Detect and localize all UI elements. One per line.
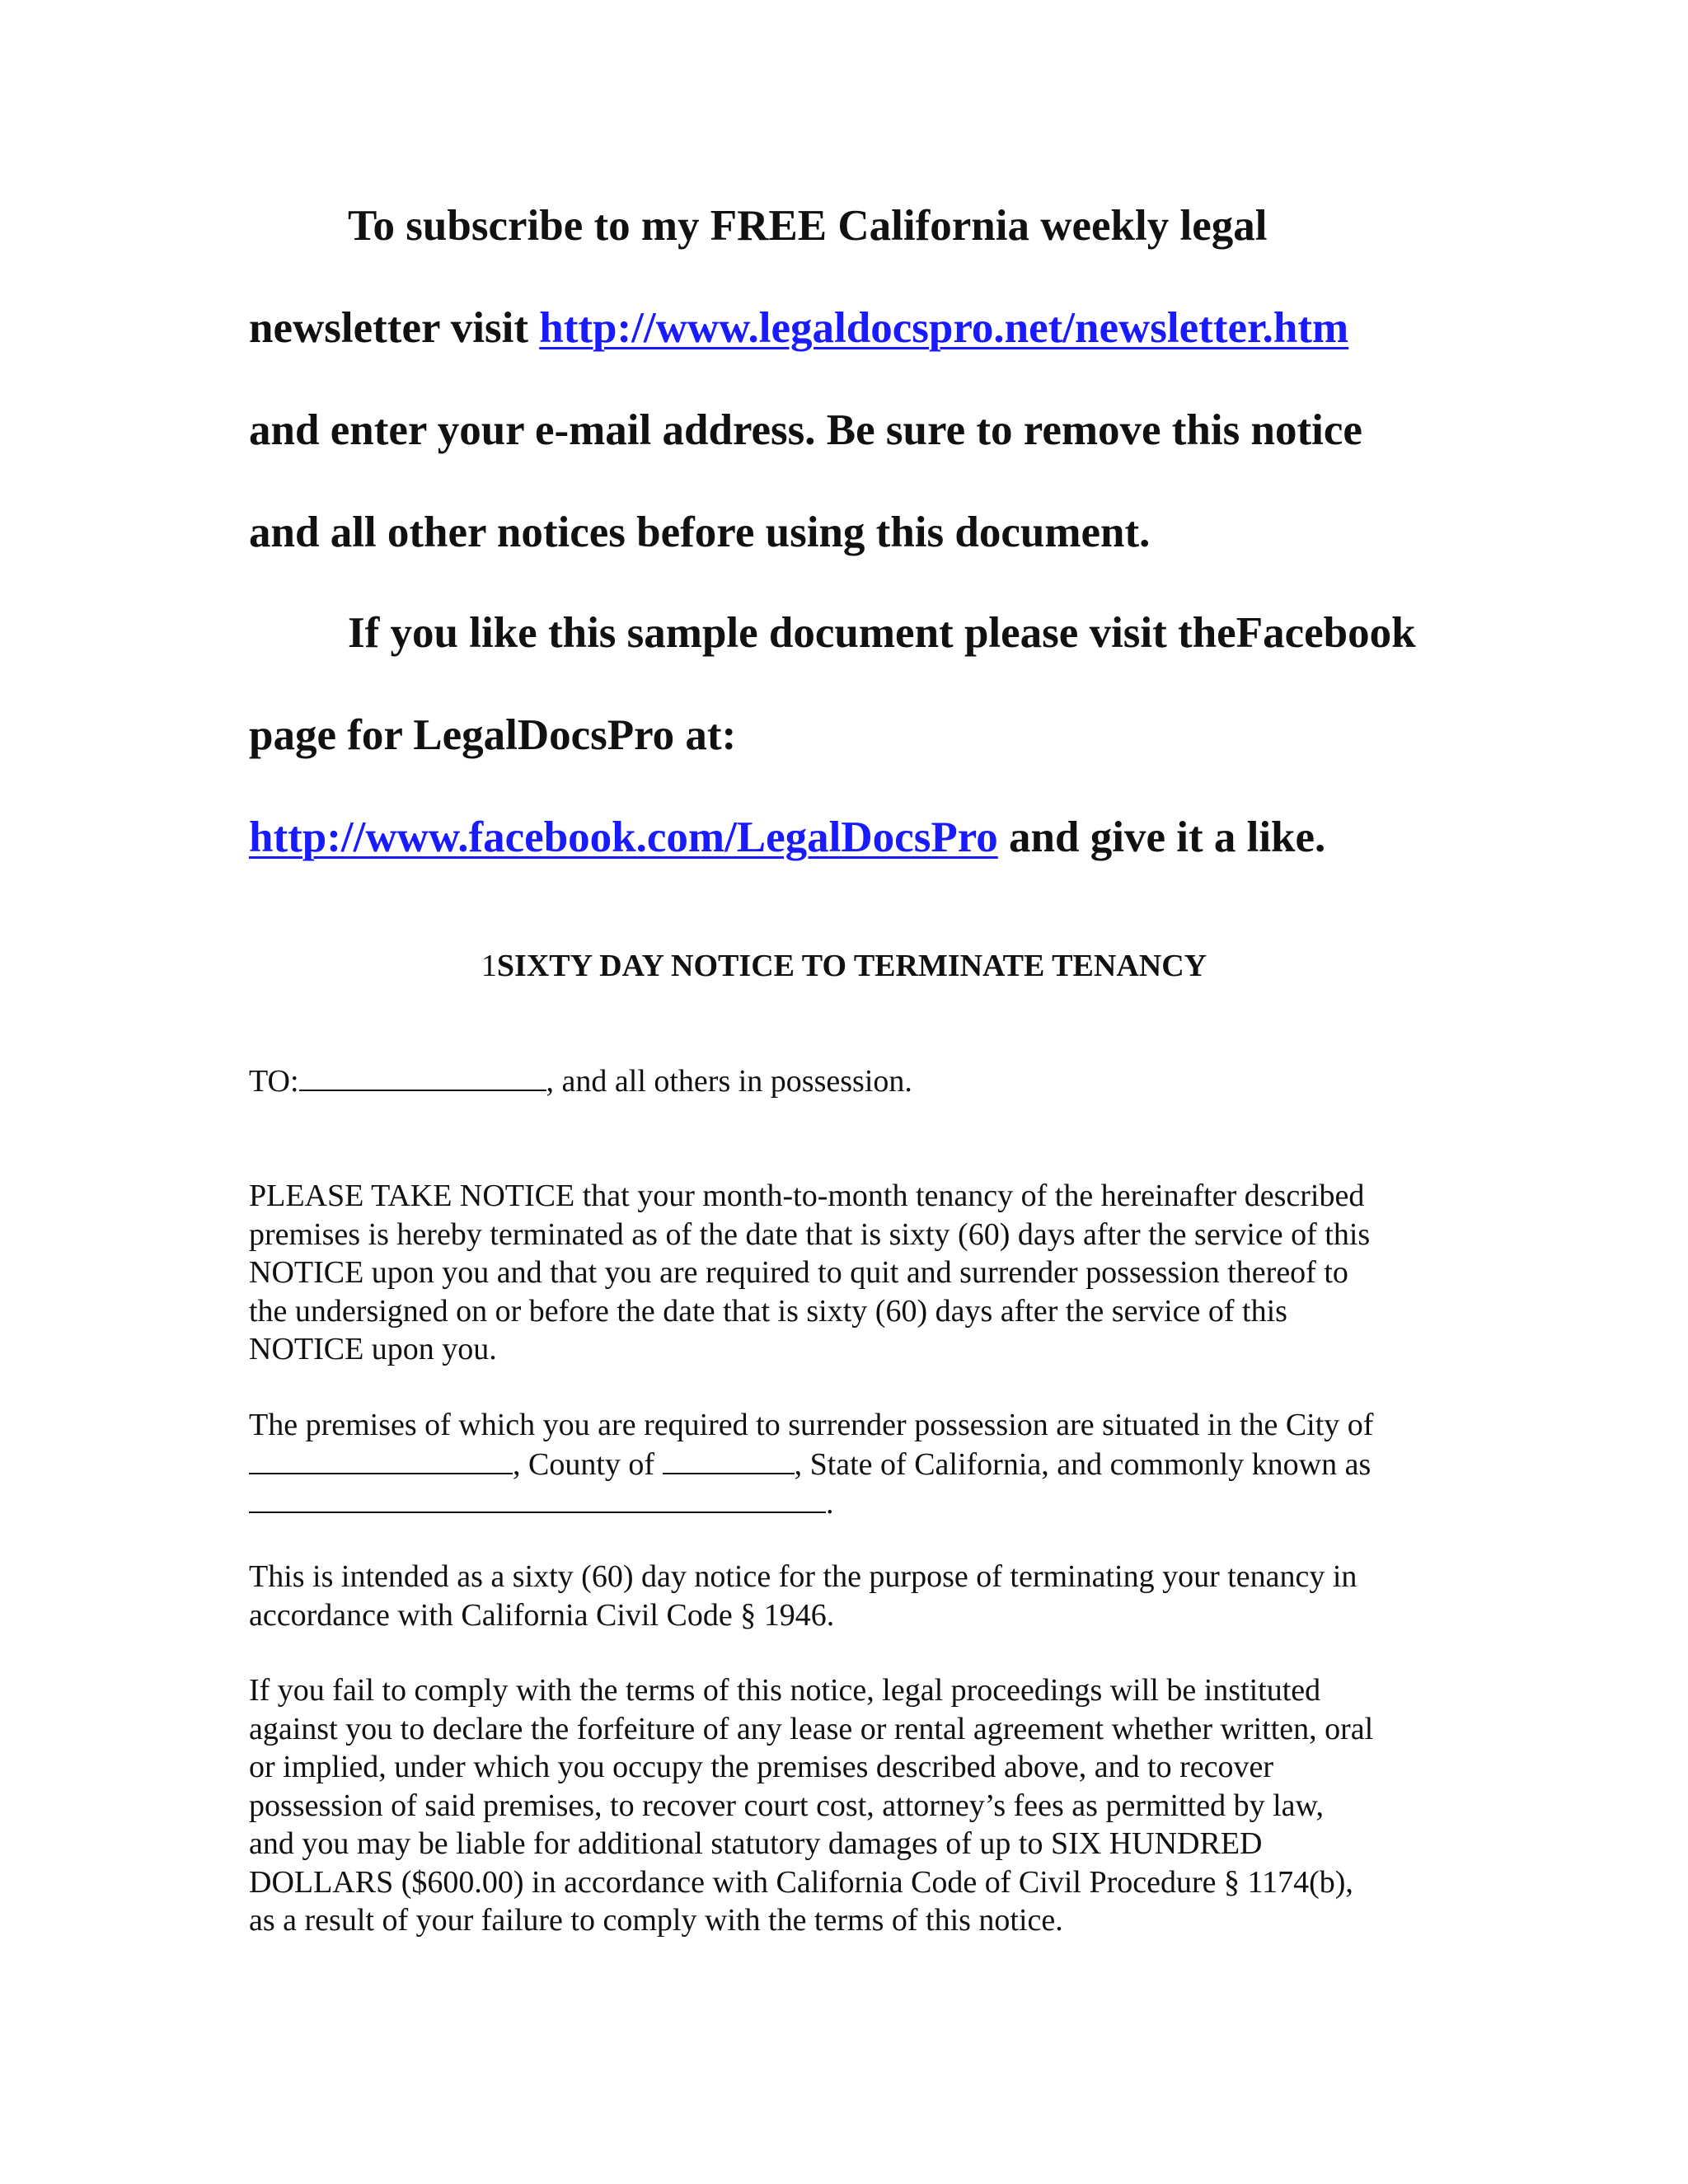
paragraph-line: against you to declare the forfeiture of any lease or rental agreement whether written, oral bbox=[249, 1711, 1374, 1746]
paragraph-line: possession of said premises, to recover court cost, attorney’s fees as permitted by law, bbox=[249, 1788, 1324, 1823]
paragraph-line: DOLLARS ($600.00) in accordance with California Code of Civil Procedure § 1174(b), bbox=[249, 1864, 1353, 1900]
addressee-text bbox=[249, 1062, 1452, 1101]
notice-text bbox=[249, 277, 1444, 379]
paragraph-line: The premises of which you are required to surrender possession are situated in the City of bbox=[249, 1408, 1374, 1442]
paragraph-line: NOTICE upon you and that you are required to quit and surrender possession thereof to bbox=[249, 1255, 1348, 1290]
consequences-paragraph bbox=[249, 1671, 1452, 1940]
county-label: , County of bbox=[513, 1446, 663, 1482]
tenant-name-blank bbox=[299, 1062, 546, 1091]
notice-text bbox=[249, 786, 1444, 888]
notice-paragraph bbox=[249, 1177, 1452, 1369]
paragraph-line: PLEASE TAKE NOTICE that your month-to-month tenancy of the hereinafter described bbox=[249, 1179, 1365, 1213]
notice-text: and all other notices before using this document. bbox=[249, 509, 1151, 556]
to-label: TO: bbox=[249, 1064, 299, 1099]
paragraph-line bbox=[249, 1445, 1452, 1484]
county-blank bbox=[663, 1445, 795, 1474]
facebook-notice bbox=[249, 582, 1444, 888]
premises-paragraph bbox=[249, 1406, 1452, 1523]
title-text: SIXTY DAY NOTICE TO TERMINATE TENANCY bbox=[496, 949, 1207, 983]
paragraph-line: This is intended as a sixty (60) day notice for the purpose of terminating your tenancy in bbox=[249, 1559, 1357, 1594]
notice-text: page for LegalDocsPro at: bbox=[249, 711, 737, 759]
document-title bbox=[0, 946, 1688, 986]
addressee-line bbox=[249, 1062, 1452, 1101]
notice-text: If you like this sample document please visit theFacebook bbox=[348, 609, 1416, 657]
paragraph-line: If you fail to comply with the terms of this notice, legal proceedings will be instituted bbox=[249, 1673, 1321, 1708]
paragraph-line: the undersigned on or before the date that is sixty (60) days after the service of this bbox=[249, 1293, 1287, 1329]
paragraph-line bbox=[249, 1483, 1452, 1523]
intent-paragraph bbox=[249, 1558, 1452, 1634]
paragraph-line: and you may be liable for additional statutory damages of up to SIX HUNDRED bbox=[249, 1826, 1263, 1861]
paragraph-line: premises is hereby terminated as of the date that is sixty (60) days after the service of this bbox=[249, 1216, 1371, 1252]
paragraph-line: as a result of your failure to comply with the terms of this notice. bbox=[249, 1903, 1063, 1938]
paragraph-line: or implied, under which you occupy the premises described above, and to recover bbox=[249, 1750, 1274, 1784]
notice-text: and give it a like. bbox=[997, 813, 1326, 861]
notice-text: To subscribe to my FREE California weekly legal bbox=[348, 202, 1268, 250]
paragraph-line: accordance with California Civil Code § 1946. bbox=[249, 1597, 835, 1633]
newsletter-link[interactable]: http://www.legaldocspro.net/newsletter.htm bbox=[539, 304, 1349, 352]
notice-text: and enter your e-mail address. Be sure to remove this notice bbox=[249, 406, 1362, 454]
title-number: 1 bbox=[481, 949, 497, 983]
period: . bbox=[826, 1486, 834, 1521]
state-label: , State of California, and commonly known as bbox=[794, 1446, 1372, 1482]
to-suffix: , and all others in possession. bbox=[546, 1064, 912, 1099]
address-blank bbox=[249, 1483, 826, 1513]
facebook-link[interactable]: http://www.facebook.com/LegalDocsPro bbox=[249, 813, 998, 861]
city-blank bbox=[249, 1445, 513, 1474]
paragraph-line: NOTICE upon you. bbox=[249, 1332, 497, 1366]
notice-text: newsletter visit bbox=[249, 304, 540, 352]
newsletter-notice bbox=[249, 175, 1444, 583]
